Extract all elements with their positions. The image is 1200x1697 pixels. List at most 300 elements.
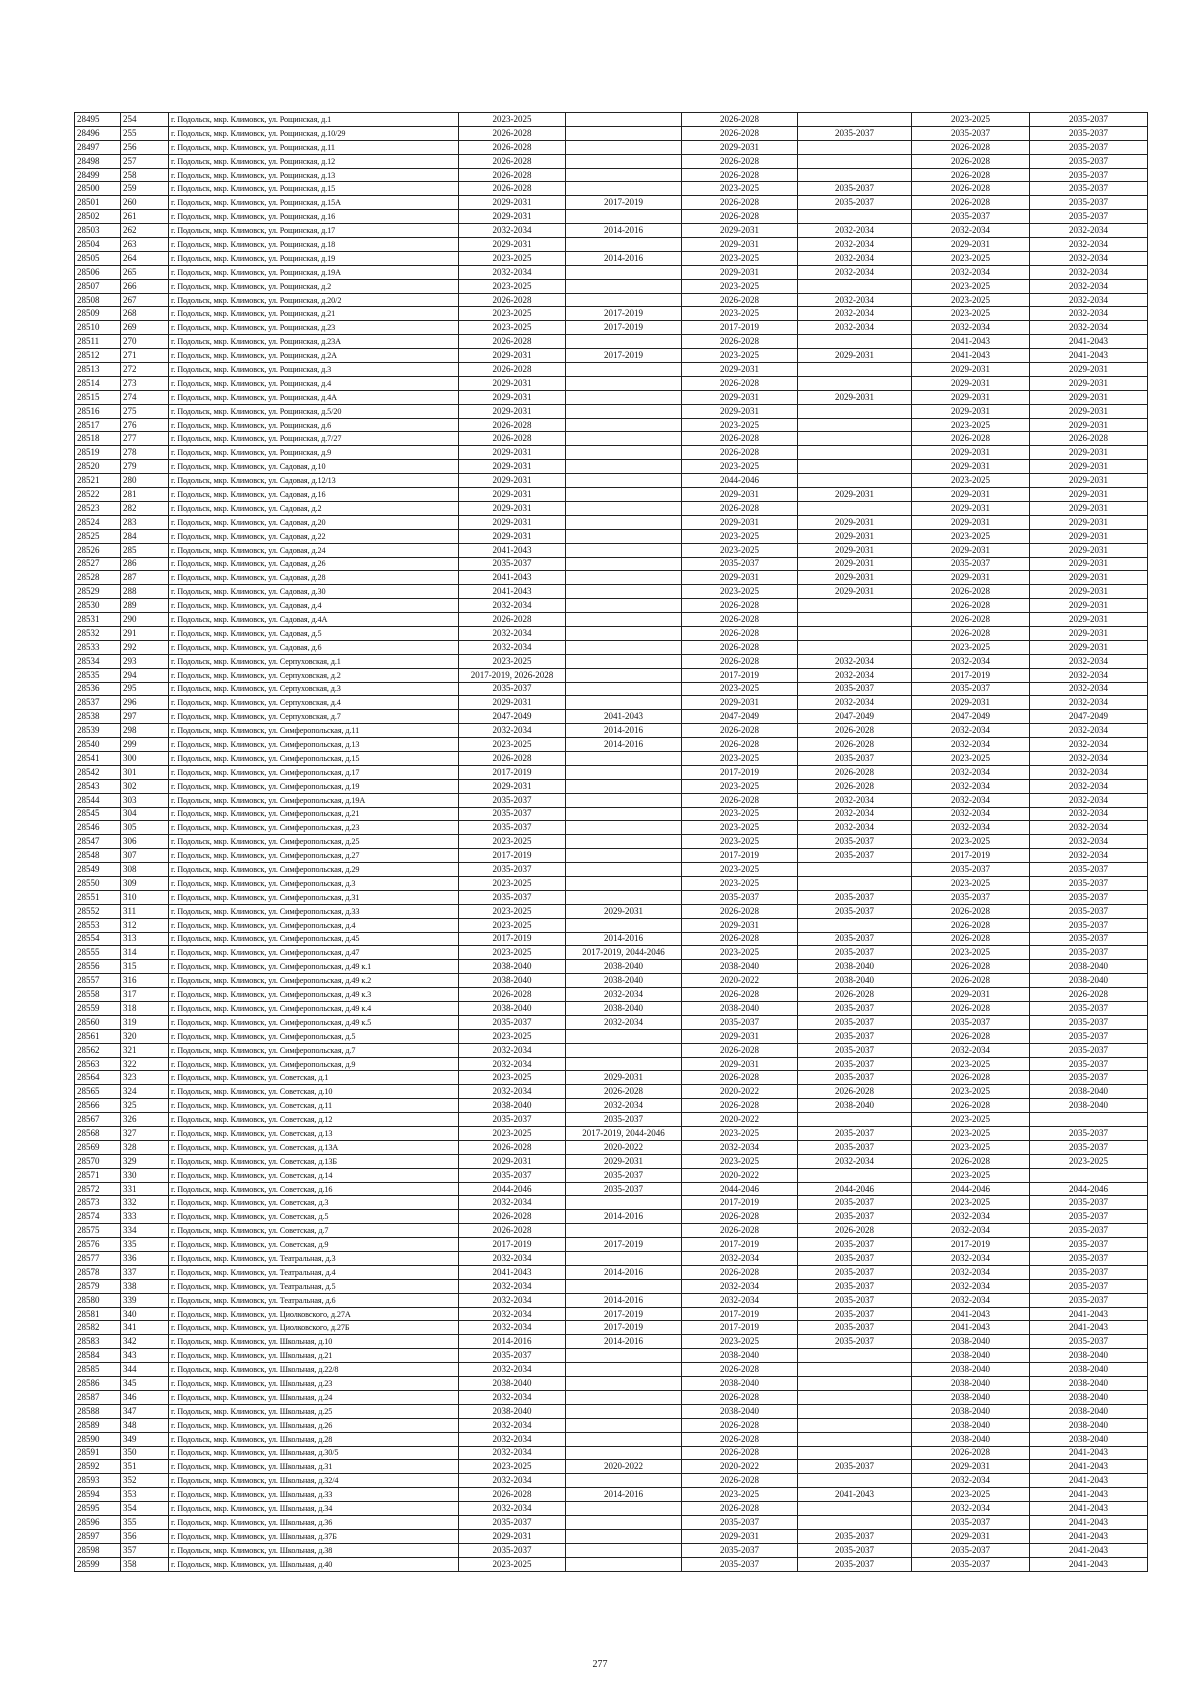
period-cell: 2023-2025 <box>459 321 566 335</box>
row-id-cell: 28559 <box>75 1002 121 1016</box>
row-id-cell: 28526 <box>75 543 121 557</box>
period-cell <box>798 418 912 432</box>
row-id-cell: 28588 <box>75 1404 121 1418</box>
row-id-cell: 28521 <box>75 474 121 488</box>
address-cell: г. Подольск, мкр. Климовск, ул. Симферопольская, д.13 <box>169 738 459 752</box>
row-id-cell: 28595 <box>75 1502 121 1516</box>
period-cell: 2032-2034 <box>912 1293 1030 1307</box>
address-cell: г. Подольск, мкр. Климовск, ул. Рощинская, д.20/2 <box>169 293 459 307</box>
row-number-cell: 305 <box>121 821 169 835</box>
period-cell: 2035-2037 <box>798 1043 912 1057</box>
period-cell <box>566 335 682 349</box>
row-id-cell: 28569 <box>75 1140 121 1154</box>
period-cell <box>798 363 912 377</box>
period-cell <box>566 599 682 613</box>
period-cell: 2032-2034 <box>1030 654 1148 668</box>
address-cell: г. Подольск, мкр. Климовск, ул. Рощинская, д.10/29 <box>169 126 459 140</box>
period-cell: 2023-2025 <box>682 821 798 835</box>
address-cell: г. Подольск, мкр. Климовск, ул. Симферопольская, д.19А <box>169 793 459 807</box>
address-cell: г. Подольск, мкр. Климовск, ул. Рощинская, д.12 <box>169 154 459 168</box>
row-id-cell: 28508 <box>75 293 121 307</box>
period-cell <box>566 168 682 182</box>
row-id-cell: 28536 <box>75 682 121 696</box>
table-row <box>75 418 1148 432</box>
period-cell <box>566 863 682 877</box>
period-cell: 2032-2034 <box>459 1390 566 1404</box>
period-cell: 2023-2025 <box>912 418 1030 432</box>
row-number-cell: 335 <box>121 1238 169 1252</box>
row-number-cell: 267 <box>121 293 169 307</box>
period-cell: 2041-2043 <box>566 710 682 724</box>
period-cell: 2023-2025 <box>459 876 566 890</box>
period-cell: 2029-2031 <box>566 904 682 918</box>
period-cell: 2035-2037 <box>798 1529 912 1543</box>
period-cell: 2023-2025 <box>459 113 566 127</box>
table-row <box>75 1279 1148 1293</box>
period-cell: 2032-2034 <box>912 1043 1030 1057</box>
period-cell: 2032-2034 <box>459 724 566 738</box>
address-cell: г. Подольск, мкр. Климовск, ул. Школьная, д.34 <box>169 1502 459 1516</box>
period-cell: 2029-2031 <box>459 501 566 515</box>
period-cell: 2023-2025 <box>912 1127 1030 1141</box>
table-row <box>75 696 1148 710</box>
table-row <box>75 849 1148 863</box>
row-id-cell: 28522 <box>75 488 121 502</box>
period-cell: 2038-2040 <box>912 1377 1030 1391</box>
period-cell <box>566 1029 682 1043</box>
table-row <box>75 904 1148 918</box>
period-cell: 2029-2031 <box>682 488 798 502</box>
address-cell: г. Подольск, мкр. Климовск, ул. Симферопольская, д.11 <box>169 724 459 738</box>
address-cell: г. Подольск, мкр. Климовск, ул. Школьная, д.33 <box>169 1488 459 1502</box>
period-cell: 2026-2028 <box>682 1418 798 1432</box>
period-cell <box>566 1529 682 1543</box>
period-cell: 2026-2028 <box>459 418 566 432</box>
period-cell: 2035-2037 <box>912 1515 1030 1529</box>
period-cell: 2038-2040 <box>912 1349 1030 1363</box>
period-cell: 2035-2037 <box>1030 1238 1148 1252</box>
period-cell: 2026-2028 <box>682 335 798 349</box>
period-cell: 2023-2025 <box>912 113 1030 127</box>
period-cell: 2026-2028 <box>912 1099 1030 1113</box>
period-cell: 2029-2031 <box>459 446 566 460</box>
address-cell: г. Подольск, мкр. Климовск, ул. Школьная, д.40 <box>169 1557 459 1571</box>
period-cell: 2023-2025 <box>682 1335 798 1349</box>
row-number-cell: 326 <box>121 1113 169 1127</box>
period-cell: 2038-2040 <box>566 974 682 988</box>
period-cell: 2035-2037 <box>1030 210 1148 224</box>
period-cell: 2035-2037 <box>798 932 912 946</box>
period-cell: 2026-2028 <box>682 1071 798 1085</box>
period-cell: 2023-2025 <box>912 307 1030 321</box>
table-row <box>75 1363 1148 1377</box>
period-cell: 2017-2019 <box>682 765 798 779</box>
page-number: 277 <box>592 1659 608 1670</box>
period-cell: 2026-2028 <box>459 335 566 349</box>
address-cell: г. Подольск, мкр. Климовск, ул. Симферопольская, д.19 <box>169 779 459 793</box>
period-cell <box>566 182 682 196</box>
period-cell: 2029-2031 <box>1030 390 1148 404</box>
row-number-cell: 287 <box>121 571 169 585</box>
row-id-cell: 28542 <box>75 765 121 779</box>
period-cell: 2041-2043 <box>912 349 1030 363</box>
row-id-cell: 28552 <box>75 904 121 918</box>
address-cell: г. Подольск, мкр. Климовск, ул. Серпуховская, д.1 <box>169 654 459 668</box>
period-cell: 2026-2028 <box>682 113 798 127</box>
period-cell: 2014-2016 <box>566 932 682 946</box>
period-cell: 2029-2031 <box>1030 585 1148 599</box>
period-cell <box>566 821 682 835</box>
address-cell: г. Подольск, мкр. Климовск, ул. Садовая, д.2 <box>169 501 459 515</box>
period-cell: 2038-2040 <box>798 974 912 988</box>
row-number-cell: 306 <box>121 835 169 849</box>
row-id-cell: 28582 <box>75 1321 121 1335</box>
period-cell: 2029-2031 <box>459 1529 566 1543</box>
table-row <box>75 1002 1148 1016</box>
period-cell: 2023-2025 <box>912 251 1030 265</box>
period-cell: 2041-2043 <box>1030 335 1148 349</box>
row-number-cell: 322 <box>121 1057 169 1071</box>
period-cell: 2035-2037 <box>1030 1210 1148 1224</box>
address-cell: г. Подольск, мкр. Климовск, ул. Рощинская, д.7/27 <box>169 432 459 446</box>
row-number-cell: 311 <box>121 904 169 918</box>
period-cell: 2029-2031 <box>682 224 798 238</box>
period-cell: 2041-2043 <box>1030 349 1148 363</box>
period-cell <box>798 404 912 418</box>
period-cell: 2032-2034 <box>459 1418 566 1432</box>
period-cell: 2035-2037 <box>459 557 566 571</box>
period-cell: 2026-2028 <box>912 1446 1030 1460</box>
period-cell: 2017-2019 <box>912 1238 1030 1252</box>
row-number-cell: 254 <box>121 113 169 127</box>
row-number-cell: 297 <box>121 710 169 724</box>
row-number-cell: 272 <box>121 363 169 377</box>
table-row <box>75 349 1148 363</box>
period-cell: 2029-2031 <box>1030 529 1148 543</box>
table-row <box>75 238 1148 252</box>
period-cell: 2029-2031 <box>459 349 566 363</box>
period-cell <box>566 1043 682 1057</box>
address-cell: г. Подольск, мкр. Климовск, ул. Школьная, д.38 <box>169 1543 459 1557</box>
period-cell: 2038-2040 <box>459 1099 566 1113</box>
period-cell: 2032-2034 <box>459 1432 566 1446</box>
table-row <box>75 1168 1148 1182</box>
address-cell: г. Подольск, мкр. Климовск, ул. Симферопольская, д.49 к.1 <box>169 960 459 974</box>
period-cell: 2032-2034 <box>912 321 1030 335</box>
period-cell: 2038-2040 <box>1030 1432 1148 1446</box>
period-cell: 2041-2043 <box>912 1307 1030 1321</box>
table-row <box>75 376 1148 390</box>
row-number-cell: 336 <box>121 1252 169 1266</box>
period-cell: 2017-2019 <box>682 1196 798 1210</box>
table-row <box>75 307 1148 321</box>
row-id-cell: 28561 <box>75 1029 121 1043</box>
period-cell: 2035-2037 <box>1030 1140 1148 1154</box>
row-id-cell: 28524 <box>75 515 121 529</box>
row-number-cell: 328 <box>121 1140 169 1154</box>
row-number-cell: 270 <box>121 335 169 349</box>
period-cell: 2041-2043 <box>1030 1502 1148 1516</box>
period-cell <box>566 376 682 390</box>
period-cell: 2026-2028 <box>912 1002 1030 1016</box>
period-cell: 2023-2025 <box>459 1460 566 1474</box>
period-cell: 2023-2025 <box>682 251 798 265</box>
period-cell: 2029-2031 <box>1030 515 1148 529</box>
period-cell: 2017-2019 <box>459 932 566 946</box>
period-cell: 2035-2037 <box>912 1015 1030 1029</box>
period-cell: 2020-2022 <box>566 1140 682 1154</box>
period-cell: 2038-2040 <box>912 1418 1030 1432</box>
period-cell: 2029-2031 <box>682 390 798 404</box>
period-cell: 2023-2025 <box>682 1488 798 1502</box>
period-cell: 2032-2034 <box>459 1293 566 1307</box>
period-cell: 2017-2019, 2026-2028 <box>459 668 566 682</box>
period-cell: 2035-2037 <box>912 863 1030 877</box>
address-cell: г. Подольск, мкр. Климовск, ул. Симферопольская, д.21 <box>169 807 459 821</box>
address-cell: г. Подольск, мкр. Климовск, ул. Садовая, д.26 <box>169 557 459 571</box>
table-row <box>75 1127 1148 1141</box>
period-cell: 2035-2037 <box>459 1113 566 1127</box>
row-number-cell: 282 <box>121 501 169 515</box>
period-cell: 2026-2028 <box>566 1085 682 1099</box>
period-cell <box>798 1377 912 1391</box>
period-cell: 2032-2034 <box>1030 307 1148 321</box>
period-cell <box>798 1363 912 1377</box>
row-number-cell: 330 <box>121 1168 169 1182</box>
period-cell: 2035-2037 <box>798 1210 912 1224</box>
row-number-cell: 334 <box>121 1224 169 1238</box>
row-id-cell: 28576 <box>75 1238 121 1252</box>
period-cell <box>798 432 912 446</box>
row-id-cell: 28518 <box>75 432 121 446</box>
table-row <box>75 1057 1148 1071</box>
period-cell <box>566 265 682 279</box>
period-cell: 2035-2037 <box>912 682 1030 696</box>
period-cell: 2041-2043 <box>459 1265 566 1279</box>
period-cell: 2041-2043 <box>1030 1321 1148 1335</box>
row-id-cell: 28545 <box>75 807 121 821</box>
period-cell: 2029-2031 <box>798 543 912 557</box>
row-number-cell: 288 <box>121 585 169 599</box>
period-cell <box>566 571 682 585</box>
table-row <box>75 1140 1148 1154</box>
period-cell: 2038-2040 <box>1030 1349 1148 1363</box>
period-cell: 2023-2025 <box>682 182 798 196</box>
period-cell: 2035-2037 <box>459 807 566 821</box>
period-cell: 2026-2028 <box>459 140 566 154</box>
period-cell: 2029-2031 <box>459 515 566 529</box>
period-cell: 2041-2043 <box>1030 1543 1148 1557</box>
period-cell: 2014-2016 <box>566 724 682 738</box>
period-cell: 2026-2028 <box>912 154 1030 168</box>
period-cell: 2017-2019 <box>566 1307 682 1321</box>
period-cell: 2017-2019 <box>682 1238 798 1252</box>
row-id-cell: 28506 <box>75 265 121 279</box>
period-cell: 2035-2037 <box>459 821 566 835</box>
period-cell <box>566 1349 682 1363</box>
period-cell: 2029-2031 <box>459 488 566 502</box>
period-cell <box>566 501 682 515</box>
row-id-cell: 28499 <box>75 168 121 182</box>
row-id-cell: 28589 <box>75 1418 121 1432</box>
period-cell: 2038-2040 <box>459 1404 566 1418</box>
table-row <box>75 1154 1148 1168</box>
row-number-cell: 263 <box>121 238 169 252</box>
period-cell: 2035-2037 <box>1030 1279 1148 1293</box>
row-id-cell: 28563 <box>75 1057 121 1071</box>
period-cell: 2032-2034 <box>459 1196 566 1210</box>
period-cell: 2029-2031 <box>1030 460 1148 474</box>
table-row <box>75 1460 1148 1474</box>
address-cell: г. Подольск, мкр. Климовск, ул. Садовая, д.22 <box>169 529 459 543</box>
address-cell: г. Подольск, мкр. Климовск, ул. Советская, д.5 <box>169 1210 459 1224</box>
address-cell: г. Подольск, мкр. Климовск, ул. Садовая, д.12/13 <box>169 474 459 488</box>
row-number-cell: 347 <box>121 1404 169 1418</box>
period-cell: 2023-2025 <box>682 349 798 363</box>
row-id-cell: 28546 <box>75 821 121 835</box>
period-cell <box>566 1196 682 1210</box>
period-cell: 2026-2028 <box>912 1154 1030 1168</box>
period-cell: 2032-2034 <box>459 1474 566 1488</box>
row-id-cell: 28577 <box>75 1252 121 1266</box>
period-cell: 2029-2031 <box>682 918 798 932</box>
period-cell: 2029-2031 <box>912 446 1030 460</box>
period-cell: 2029-2031 <box>1030 599 1148 613</box>
row-id-cell: 28591 <box>75 1446 121 1460</box>
row-number-cell: 295 <box>121 682 169 696</box>
period-cell <box>566 210 682 224</box>
period-cell: 2029-2031 <box>798 571 912 585</box>
address-cell: г. Подольск, мкр. Климовск, ул. Рощинская, д.13 <box>169 168 459 182</box>
row-number-cell: 262 <box>121 224 169 238</box>
row-number-cell: 260 <box>121 196 169 210</box>
period-cell: 2035-2037 <box>798 1029 912 1043</box>
period-cell <box>798 168 912 182</box>
address-cell: г. Подольск, мкр. Климовск, ул. Театральная, д.5 <box>169 1279 459 1293</box>
row-number-cell: 346 <box>121 1390 169 1404</box>
period-cell: 2029-2031 <box>682 1057 798 1071</box>
period-cell: 2041-2043 <box>1030 1307 1148 1321</box>
period-cell: 2038-2040 <box>798 960 912 974</box>
period-cell: 2035-2037 <box>1030 168 1148 182</box>
period-cell: 2023-2025 <box>912 640 1030 654</box>
period-cell: 2038-2040 <box>1030 1363 1148 1377</box>
row-number-cell: 316 <box>121 974 169 988</box>
period-cell: 2035-2037 <box>798 1557 912 1571</box>
period-cell <box>566 1377 682 1391</box>
period-cell <box>566 293 682 307</box>
address-cell: г. Подольск, мкр. Климовск, ул. Симферопольская, д.23 <box>169 821 459 835</box>
period-cell: 2032-2034 <box>1030 668 1148 682</box>
period-cell: 2017-2019 <box>682 849 798 863</box>
period-cell <box>566 1057 682 1071</box>
row-number-cell: 265 <box>121 265 169 279</box>
period-cell <box>566 1418 682 1432</box>
period-cell: 2029-2031 <box>682 696 798 710</box>
address-cell: г. Подольск, мкр. Климовск, ул. Симферопольская, д.17 <box>169 765 459 779</box>
period-cell: 2023-2025 <box>459 1557 566 1571</box>
address-cell: г. Подольск, мкр. Климовск, ул. Школьная, д.37Б <box>169 1529 459 1543</box>
row-number-cell: 257 <box>121 154 169 168</box>
row-id-cell: 28531 <box>75 613 121 627</box>
table-row <box>75 1432 1148 1446</box>
table-row <box>75 1515 1148 1529</box>
period-cell: 2023-2025 <box>459 946 566 960</box>
period-cell <box>798 1474 912 1488</box>
period-cell: 2032-2034 <box>912 1502 1030 1516</box>
address-cell: г. Подольск, мкр. Климовск, ул. Симферопольская, д.27 <box>169 849 459 863</box>
table-row <box>75 293 1148 307</box>
period-cell: 2035-2037 <box>1030 863 1148 877</box>
row-number-cell: 323 <box>121 1071 169 1085</box>
address-cell: г. Подольск, мкр. Климовск, ул. Школьная, д.36 <box>169 1515 459 1529</box>
period-cell: 2041-2043 <box>1030 1460 1148 1474</box>
row-number-cell: 266 <box>121 279 169 293</box>
address-cell: г. Подольск, мкр. Климовск, ул. Циолковского, д.27А <box>169 1307 459 1321</box>
period-cell: 2023-2025 <box>912 474 1030 488</box>
period-cell: 2029-2031 <box>566 1071 682 1085</box>
row-id-cell: 28586 <box>75 1377 121 1391</box>
period-cell <box>798 376 912 390</box>
table-row <box>75 571 1148 585</box>
period-cell: 2029-2031 <box>1030 404 1148 418</box>
table-row <box>75 1182 1148 1196</box>
row-number-cell: 279 <box>121 460 169 474</box>
row-id-cell: 28514 <box>75 376 121 390</box>
period-cell: 2032-2034 <box>912 654 1030 668</box>
table-row <box>75 863 1148 877</box>
period-cell: 2023-2025 <box>682 835 798 849</box>
period-cell: 2029-2031 <box>682 515 798 529</box>
row-number-cell: 302 <box>121 779 169 793</box>
period-cell: 2041-2043 <box>1030 1557 1148 1571</box>
row-number-cell: 321 <box>121 1043 169 1057</box>
period-cell: 2029-2031 <box>459 210 566 224</box>
period-cell: 2035-2037 <box>798 1238 912 1252</box>
row-number-cell: 289 <box>121 599 169 613</box>
period-cell: 2032-2034 <box>798 238 912 252</box>
period-cell: 2017-2019 <box>566 196 682 210</box>
period-cell: 2032-2034 <box>1030 224 1148 238</box>
period-cell: 2032-2034 <box>798 668 912 682</box>
period-cell: 2029-2031 <box>682 1029 798 1043</box>
period-cell: 2023-2025 <box>459 1127 566 1141</box>
period-cell: 2026-2028 <box>798 988 912 1002</box>
period-cell: 2038-2040 <box>459 1377 566 1391</box>
period-cell: 2020-2022 <box>682 974 798 988</box>
period-cell: 2035-2037 <box>682 1557 798 1571</box>
period-cell: 2026-2028 <box>682 932 798 946</box>
period-cell: 2029-2031 <box>912 363 1030 377</box>
period-cell: 2026-2028 <box>682 1265 798 1279</box>
period-cell: 2029-2031 <box>459 404 566 418</box>
period-cell: 2038-2040 <box>682 1349 798 1363</box>
period-cell: 2035-2037 <box>912 1543 1030 1557</box>
period-cell <box>566 1390 682 1404</box>
row-number-cell: 348 <box>121 1418 169 1432</box>
period-cell: 2014-2016 <box>566 1488 682 1502</box>
period-cell: 2029-2031 <box>1030 418 1148 432</box>
period-cell: 2029-2031 <box>798 488 912 502</box>
table-row <box>75 1029 1148 1043</box>
period-cell: 2032-2034 <box>682 1293 798 1307</box>
table-row <box>75 1071 1148 1085</box>
row-number-cell: 325 <box>121 1099 169 1113</box>
row-number-cell: 301 <box>121 765 169 779</box>
period-cell: 2035-2037 <box>798 1015 912 1029</box>
period-cell: 2023-2025 <box>912 751 1030 765</box>
row-id-cell: 28578 <box>75 1265 121 1279</box>
